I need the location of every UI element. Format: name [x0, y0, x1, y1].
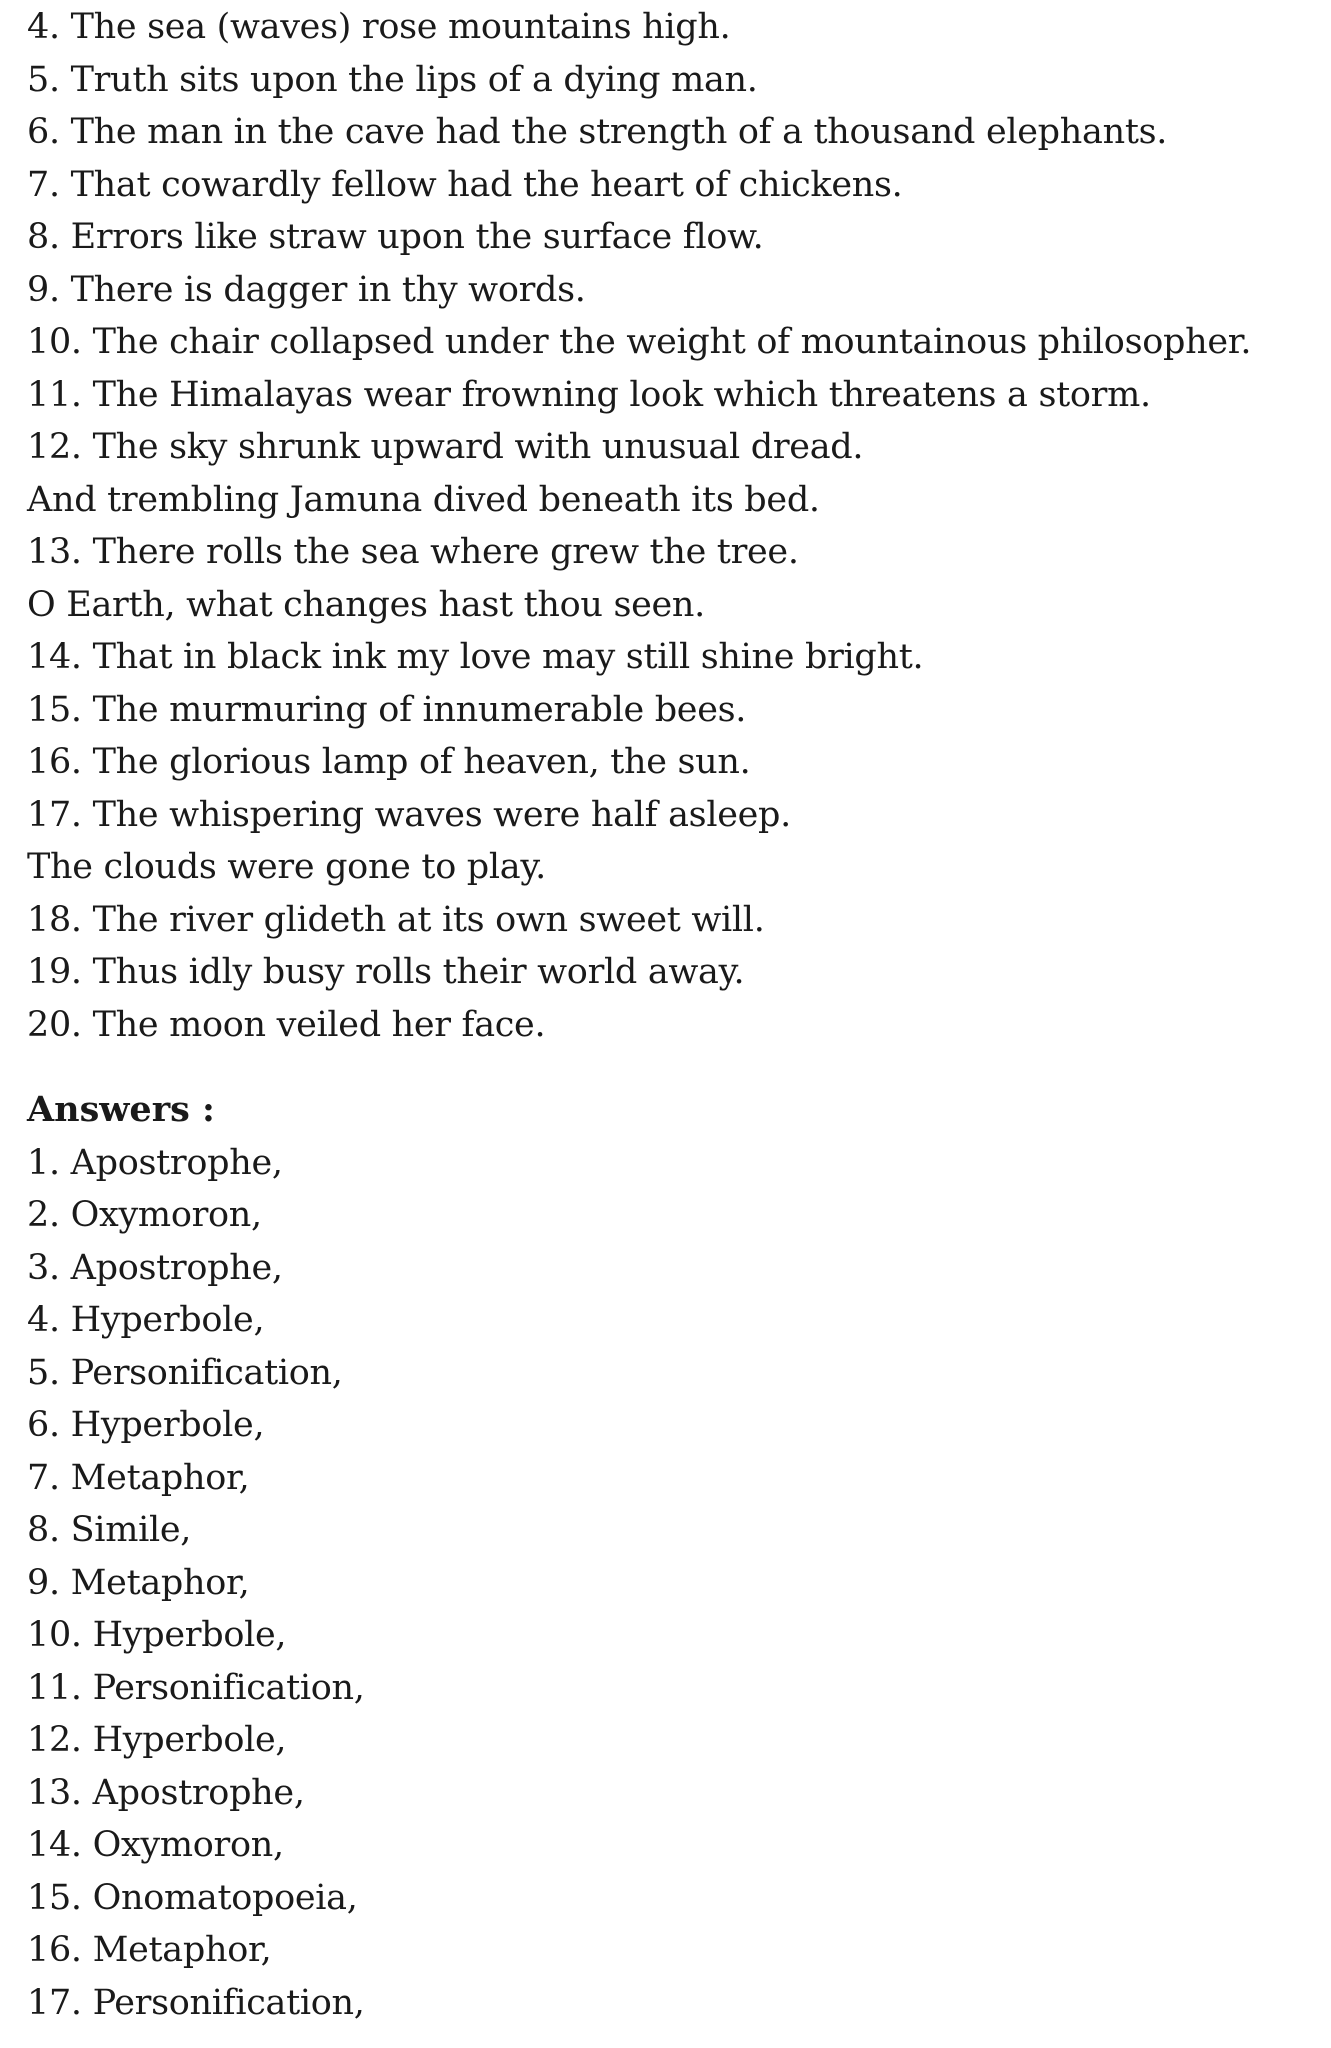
question-line: O Earth, what changes hast thou seen.	[27, 584, 705, 625]
answer-line: 11. Personification,	[27, 1667, 365, 1708]
question-line: 8. Errors like straw upon the surface flow.	[27, 217, 764, 257]
answer-line: 1. Apostrophe,	[27, 1142, 283, 1183]
answers-heading: Answers :	[27, 1089, 215, 1130]
question-line: 15. The murmuring of innumerable bees.	[27, 689, 747, 730]
answer-line: 12. Hyperbole,	[27, 1720, 287, 1760]
answer-line: 7. Metaphor,	[27, 1457, 250, 1498]
answer-line: 17. Personification,	[27, 1982, 365, 2023]
answers-section	[27, 1084, 365, 2029]
answer-line: 9. Metaphor,	[27, 1562, 250, 1603]
answer-line: 10. Hyperbole,	[27, 1615, 287, 1655]
question-line: The clouds were gone to play.	[27, 847, 547, 887]
question-line: And trembling Jamuna dived beneath its bed.	[27, 479, 820, 520]
answer-line: 8. Simile,	[27, 1510, 192, 1550]
answer-line: 6. Hyperbole,	[27, 1405, 265, 1445]
question-line: 5. Truth sits upon the lips of a dying man.	[27, 59, 758, 100]
answer-line: 13. Apostrophe,	[27, 1772, 305, 1813]
answer-line: 3. Apostrophe,	[27, 1247, 283, 1288]
answer-line: 14. Oxymoron,	[27, 1825, 284, 1865]
question-list	[27, 1, 1251, 1051]
question-line: 4. The sea (waves) rose mountains high.	[27, 7, 731, 47]
question-line: 11. The Himalayas wear frowning look which threatens a storm.	[27, 374, 1151, 415]
question-line: 16. The glorious lamp of heaven, the sun.	[27, 742, 751, 782]
question-line: 9. There is dagger in thy words.	[27, 269, 586, 310]
answer-line: 15. Onomatopoeia,	[27, 1877, 358, 1918]
answer-line: 4. Hyperbole,	[27, 1300, 265, 1340]
question-line: 19. Thus idly busy rolls their world away.	[27, 952, 745, 992]
question-line: 13. There rolls the sea where grew the tree.	[27, 532, 799, 572]
question-line: 10. The chair collapsed under the weight of mountainous philosopher.	[27, 322, 1252, 362]
question-line: 7. That cowardly fellow had the heart of chickens.	[27, 164, 903, 205]
answer-line: 2. Oxymoron,	[27, 1195, 262, 1235]
question-line: 14. That in black ink my love may still shine bright.	[27, 637, 924, 677]
question-line: 17. The whispering waves were half asleep.	[27, 794, 791, 835]
question-line: 12. The sky shrunk upward with unusual dread.	[27, 427, 864, 467]
question-line: 6. The man in the cave had the strength of a thousand elephants.	[27, 112, 1168, 152]
question-line: 18. The river glideth at its own sweet will.	[27, 899, 765, 940]
answer-line: 5. Personification,	[27, 1352, 343, 1393]
question-line: 20. The moon veiled her face.	[27, 1004, 546, 1045]
answer-line: 16. Metaphor,	[27, 1930, 272, 1970]
